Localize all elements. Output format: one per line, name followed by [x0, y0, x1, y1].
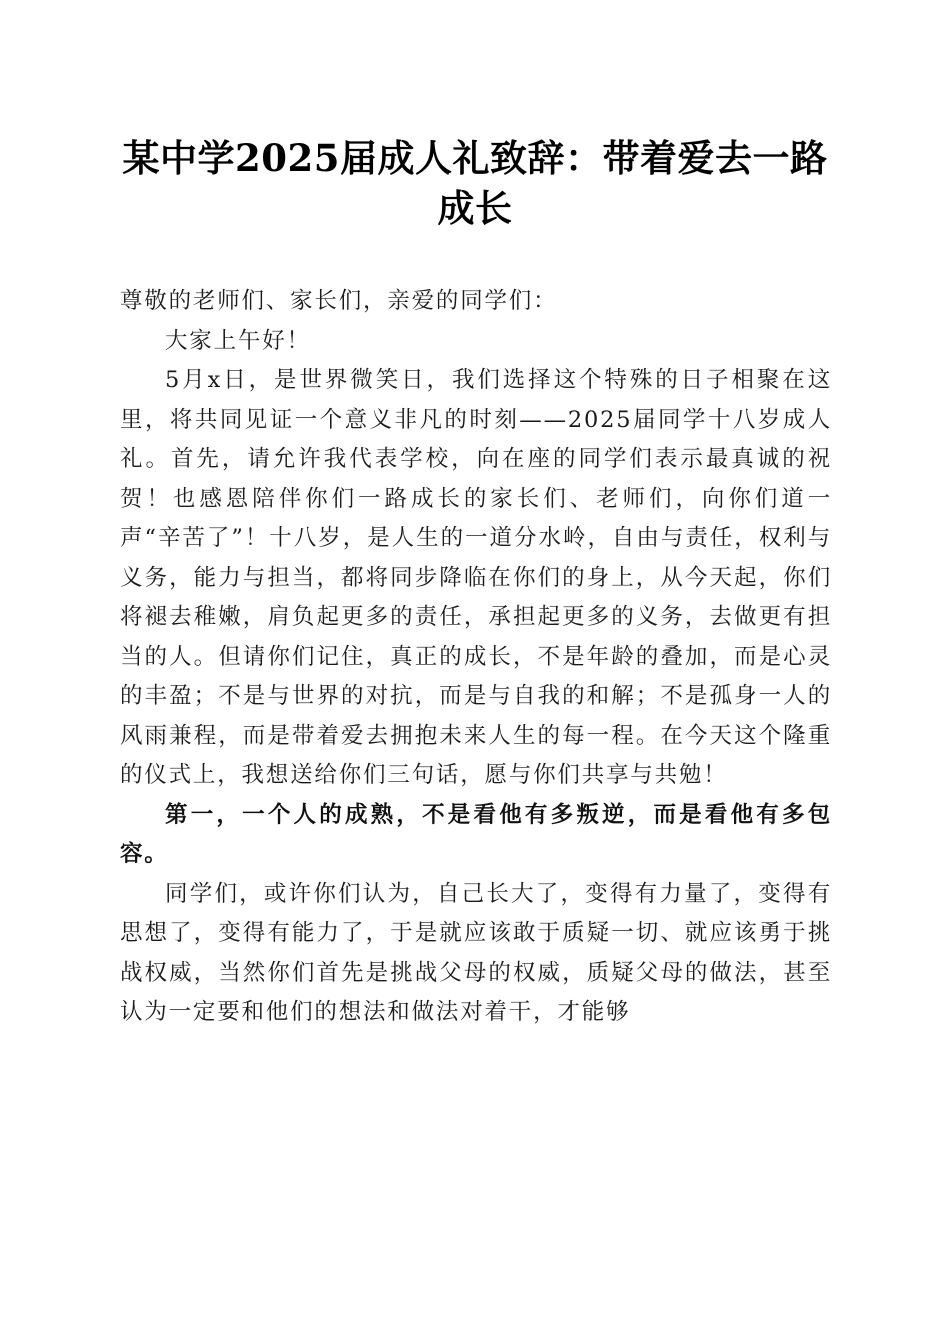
greeting: 大家上午好！	[165, 327, 311, 354]
document-title: 某中学2025届成人礼致辞：带着爱去一路成长	[122, 136, 828, 230]
document-body	[120, 282, 832, 1033]
salutation: 尊敬的老师们、家长们，亲爱的同学们：	[120, 288, 558, 314]
paragraph: 同学们，或许你们认为，自己长大了，变得有力量了，变得有思想了，变得有能力了，于是就应该敢于质疑一切、就应该勇于挑战权威，当然你们首先是挑战父母的权威，质疑父母的做法，甚至认为一定要和他们的想法和做法对着干，才能够	[120, 880, 832, 1025]
paragraph: 5月x日，是世界微笑日，我们选择这个特殊的日子相聚在这里，将共同见证一个意义非凡的时刻——2025届同学十八岁成人礼。首先，请允许我代表学校，向在座的同学们表示最真诚的祝贺！也感恩陪伴你们一路成长的家长们、老师们，向你们道一声“辛苦了”！十八岁，是人生的一道分水岭，自由与责任，权利与义务，能力与担当，都将同步降临在你们的身上，从今天起，你们将褪去稚嫩，肩负起更多的责任，承担起更多的义务，去做更有担当的人。但请你们记住，真正的成长，不是年龄的叠加，而是心灵的丰盈；不是与世界的对抗，而是与自我的和解；不是孤身一人的风雨兼程，而是带着爱去拥抱未来人生的每一程。在今天这个隆重的仪式上，我想送给你们三句话，愿与你们共享与共勉！	[120, 367, 832, 788]
section-heading: 第一，一个人的成熟，不是看他有多叛逆，而是看他有多包容。	[120, 801, 832, 867]
